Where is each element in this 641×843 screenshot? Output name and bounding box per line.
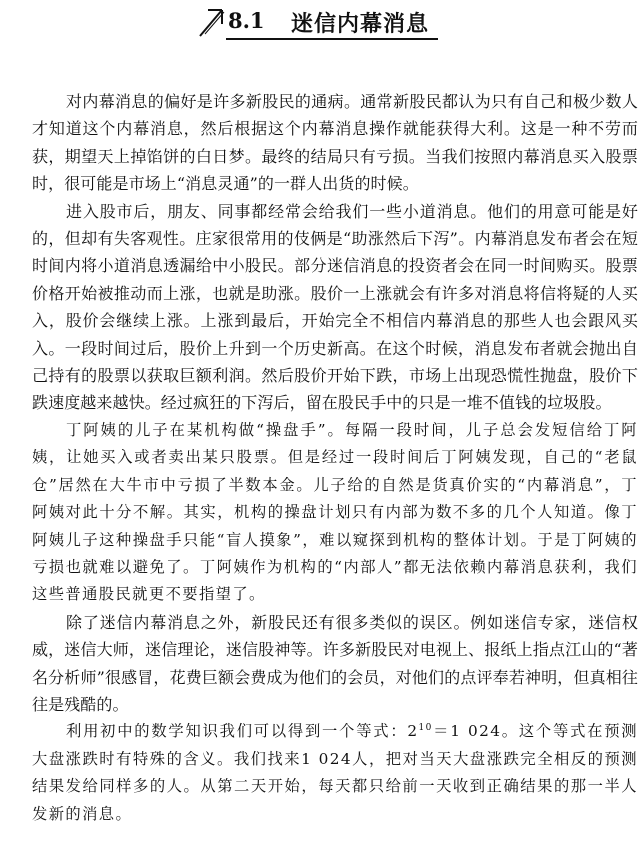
paragraph-math-equation bbox=[32, 718, 638, 828]
paragraph-rumor-mechanism: 进入股市后，朋友、同事都经常会给我们一些小道消息。他们的用意可能是好的，但却有失客观性。庄家很常用的伎俩是“助涨然后下泻”。内幕消息发布者会在短时间内将小道消息透漏给中小股民。部分迷信消息的投资者会在同一时间购买。股票价格开始被推动而上涨，也就是助涨。股价一上涨就会有许多对消息将信将疑的人买入，股价会继续上涨。上涨到最后，开始完全不相信内幕消息的那些人也会跟风买入。一段时间过后，股价上升到一个历史新高。在这个时候，消息发布者就会抛出自己持有的股票以获取巨额利润。然后股价开始下跌，市场上出现恐慌性抛盘，股价下跌速度越来越快。经过疯狂的下泻后，留在股民手中的只是一堆不值钱的垃圾股。 bbox=[32, 201, 638, 413]
paragraph-other-superstitions: 除了迷信内幕消息之外，新股民还有很多类似的误区。例如迷信专家，迷信权威，迷信大师，迷信理论，迷信股神等。许多新股民对电视上、报纸上指点江山的“著名分析师”很感冒，花费巨额会费成为他们的会员，对他们的点评奉若神明，但真相往往是残酷的。 bbox=[32, 612, 638, 714]
paragraph-insider-preference: 对内幕消息的偏好是许多新股民的通病。通常新股民都认为只有自己和极少数人才知道这个内幕消息，然后根据这个内幕消息操作就能获得大利。这是一种不劳而获，期望天上掉馅饼的白日梦。最终的结局只有亏损。当我们按照内幕消息买入股票时，很可能是市场上“消息灵通”的一群人出货的时候。 bbox=[32, 92, 638, 194]
equation-text-after: ＝1 024。这个等式在预测大盘涨跌时有特殊的含义。我们找来1 024人，把对当天大盘涨跌完全相反的预测结果发给同样多的人。从第二天开始，每天都只给前一天收到正确结果的那一半人发新的消息。 bbox=[32, 722, 638, 823]
section-arrow-icon bbox=[196, 4, 226, 38]
section-number: 8.1 bbox=[228, 8, 265, 33]
equation-text-before: 利用初中的数学知识我们可以得到一个等式：2 bbox=[66, 722, 419, 741]
equation-exponent: 10 bbox=[418, 723, 433, 734]
section-title: 迷信内幕消息 bbox=[291, 12, 430, 37]
body-text bbox=[32, 88, 638, 828]
section-header bbox=[196, 2, 442, 42]
header-underline bbox=[226, 38, 438, 40]
paragraph-aunt-ding-example: 丁阿姨的儿子在某机构做“操盘手”。每隔一段时间，儿子总会发短信给丁阿姨，让她买入或者卖出某只股票。但是经过一段时间后丁阿姨发现，自己的“老鼠仓”居然在大牛市中亏损了半数本金。儿子给的自然是货真价实的“内幕消息”，丁阿姨对此十分不解。其实，机构的操盘计划只有内部为数不多的几个人知道。像丁阿姨儿子这种操盘手只能“盲人摸象”，难以窥探到机构的整体计划。于是丁阿姨的亏损也就难以避免了。丁阿姨作为机构的“内部人”都无法依赖内幕消息获利，我们这些普通股民就更不要指望了。 bbox=[32, 420, 638, 604]
